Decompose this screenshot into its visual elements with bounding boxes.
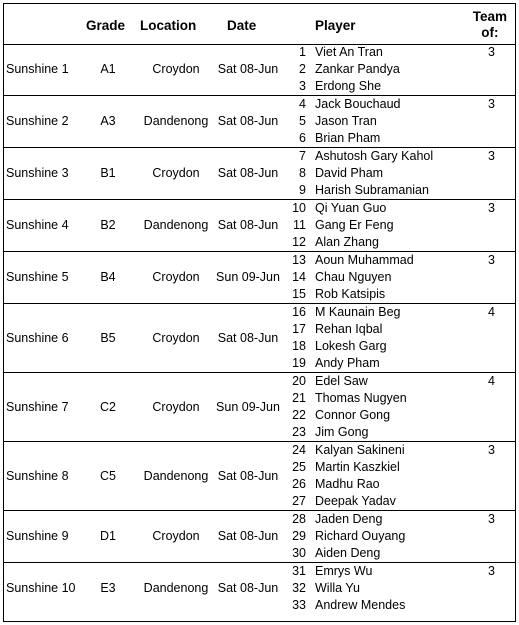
team-location: Croydon bbox=[152, 62, 200, 76]
player-name: M Kaunain Beg bbox=[315, 305, 401, 319]
player-name: Alan Zhang bbox=[315, 235, 379, 249]
player-name: Viet An Tran bbox=[315, 45, 383, 59]
team-group bbox=[4, 373, 515, 442]
team-name: Sunshine 4 bbox=[6, 218, 69, 232]
player-number: 25 bbox=[292, 460, 306, 474]
player-row bbox=[4, 113, 515, 130]
player-row bbox=[4, 269, 515, 286]
table-header bbox=[4, 4, 515, 45]
player-number: 19 bbox=[292, 356, 306, 370]
player-row bbox=[4, 373, 515, 390]
player-number: 5 bbox=[299, 114, 306, 128]
player-number: 11 bbox=[293, 218, 306, 232]
player-number: 9 bbox=[299, 183, 306, 197]
player-name: Andy Pham bbox=[315, 356, 380, 370]
team-name: Sunshine 2 bbox=[6, 114, 69, 128]
team-group bbox=[4, 252, 515, 304]
header-team-line2: of: bbox=[481, 25, 499, 40]
player-number: 10 bbox=[292, 201, 306, 215]
player-name: Aiden Deng bbox=[315, 546, 381, 560]
player-number: 21 bbox=[292, 391, 306, 405]
player-row bbox=[4, 61, 515, 78]
team-location: Dandenong bbox=[143, 114, 209, 128]
team-date: Sat 08-Jun bbox=[217, 114, 279, 128]
team-name: Sunshine 6 bbox=[6, 331, 69, 345]
player-number: 33 bbox=[292, 598, 306, 612]
player-name: Qi Yuan Guo bbox=[315, 201, 387, 215]
player-number: 28 bbox=[292, 512, 306, 526]
team-name: Sunshine 7 bbox=[6, 400, 69, 414]
player-name: Deepak Yadav bbox=[315, 494, 396, 508]
team-group bbox=[4, 44, 515, 96]
team-group bbox=[4, 148, 515, 200]
team-grade: B4 bbox=[100, 270, 116, 284]
team-date: Sun 09-Jun bbox=[216, 270, 280, 284]
player-name: Chau Nguyen bbox=[315, 270, 392, 284]
player-name: Jason Tran bbox=[315, 114, 377, 128]
team-name: Sunshine 3 bbox=[6, 166, 69, 180]
team-name: Sunshine 10 bbox=[6, 581, 76, 595]
team-name: Sunshine 1 bbox=[6, 62, 69, 76]
player-number: 6 bbox=[299, 131, 306, 145]
team-name: Sunshine 8 bbox=[6, 469, 69, 483]
team-size: 3 bbox=[488, 512, 495, 526]
player-number: 23 bbox=[292, 425, 306, 439]
player-row bbox=[4, 528, 515, 545]
player-name: Thomas Nugyen bbox=[315, 391, 407, 405]
player-row bbox=[4, 234, 515, 251]
player-row bbox=[4, 200, 515, 217]
team-group bbox=[4, 563, 515, 615]
player-row bbox=[4, 165, 515, 182]
team-location: Dandenong bbox=[143, 469, 209, 483]
player-number: 7 bbox=[299, 149, 306, 163]
team-location: Croydon bbox=[152, 529, 200, 543]
team-group bbox=[4, 96, 515, 148]
team-size: 3 bbox=[488, 45, 495, 59]
player-row bbox=[4, 130, 515, 147]
player-number: 12 bbox=[292, 235, 306, 249]
player-number: 26 bbox=[292, 477, 306, 491]
player-row bbox=[4, 44, 515, 61]
player-name: Edel Saw bbox=[315, 374, 368, 388]
player-row bbox=[4, 96, 515, 113]
player-name: Gang Er Feng bbox=[315, 218, 394, 232]
player-row bbox=[4, 545, 515, 562]
player-number: 27 bbox=[292, 494, 306, 508]
team-grade: C5 bbox=[100, 469, 116, 483]
player-number: 14 bbox=[292, 270, 306, 284]
player-number: 1 bbox=[299, 45, 306, 59]
player-number: 8 bbox=[299, 166, 306, 180]
player-name: Emrys Wu bbox=[315, 564, 373, 578]
player-number: 30 bbox=[292, 546, 306, 560]
player-row bbox=[4, 390, 515, 407]
team-group bbox=[4, 200, 515, 252]
player-row bbox=[4, 286, 515, 303]
player-name: Richard Ouyang bbox=[315, 529, 406, 543]
player-name: Lokesh Garg bbox=[315, 339, 387, 353]
player-name: Willa Yu bbox=[315, 581, 360, 595]
header-team-line1: Team bbox=[472, 9, 507, 24]
player-number: 3 bbox=[299, 79, 306, 93]
player-number: 17 bbox=[292, 322, 306, 336]
player-name: Jaden Deng bbox=[315, 512, 383, 526]
player-row bbox=[4, 217, 515, 234]
team-grade: C2 bbox=[100, 400, 116, 414]
team-location: Croydon bbox=[152, 270, 200, 284]
player-number: 29 bbox=[292, 529, 306, 543]
team-grade: A3 bbox=[100, 114, 116, 128]
team-date: Sat 08-Jun bbox=[217, 469, 279, 483]
player-name: Harish Subramanian bbox=[315, 183, 429, 197]
team-size: 3 bbox=[488, 149, 495, 163]
team-grade: B2 bbox=[100, 218, 116, 232]
player-name: Rob Katsipis bbox=[315, 287, 386, 301]
player-name: Jack Bouchaud bbox=[315, 97, 401, 111]
player-row bbox=[4, 493, 515, 510]
player-number: 18 bbox=[292, 339, 306, 353]
team-date: Sat 08-Jun bbox=[217, 166, 279, 180]
player-row bbox=[4, 407, 515, 424]
team-grade: B5 bbox=[100, 331, 116, 345]
team-size: 3 bbox=[488, 443, 495, 457]
team-name: Sunshine 5 bbox=[6, 270, 69, 284]
team-group bbox=[4, 511, 515, 563]
player-number: 32 bbox=[292, 581, 306, 595]
team-roster-table bbox=[3, 3, 516, 622]
player-number: 4 bbox=[299, 97, 306, 111]
team-date: Sat 08-Jun bbox=[217, 529, 279, 543]
player-number: 16 bbox=[292, 305, 306, 319]
team-location: Dandenong bbox=[143, 581, 209, 595]
player-row bbox=[4, 563, 515, 580]
player-row bbox=[4, 424, 515, 441]
player-name: Jim Gong bbox=[315, 425, 369, 439]
player-row bbox=[4, 511, 515, 528]
player-row bbox=[4, 459, 515, 476]
player-name: Madhu Rao bbox=[315, 477, 380, 491]
player-number: 13 bbox=[292, 253, 306, 267]
header-date: Date bbox=[227, 18, 257, 33]
player-row bbox=[4, 338, 515, 355]
team-location: Croydon bbox=[152, 166, 200, 180]
player-name: Brian Pham bbox=[315, 131, 381, 145]
player-name: Erdong She bbox=[315, 79, 382, 93]
team-grade: A1 bbox=[100, 62, 116, 76]
team-date: Sat 08-Jun bbox=[217, 218, 279, 232]
player-name: Martin Kaszkiel bbox=[315, 460, 400, 474]
player-row bbox=[4, 476, 515, 493]
header-location: Location bbox=[140, 18, 197, 33]
player-name: Ashutosh Gary Kahol bbox=[315, 149, 434, 163]
header-player: Player bbox=[315, 18, 356, 33]
team-size: 3 bbox=[488, 253, 495, 267]
team-location: Croydon bbox=[152, 331, 200, 345]
team-location: Dandenong bbox=[143, 218, 209, 232]
player-name: Aoun Muhammad bbox=[315, 253, 414, 267]
player-row bbox=[4, 355, 515, 372]
team-date: Sat 08-Jun bbox=[217, 581, 279, 595]
header-grade: Grade bbox=[86, 18, 126, 33]
team-size: 4 bbox=[488, 305, 495, 319]
team-grade: E3 bbox=[100, 581, 116, 595]
team-location: Croydon bbox=[152, 400, 200, 414]
player-number: 24 bbox=[292, 443, 306, 457]
team-group bbox=[4, 442, 515, 511]
team-name: Sunshine 9 bbox=[6, 529, 69, 543]
player-row bbox=[4, 78, 515, 95]
player-row bbox=[4, 182, 515, 199]
team-date: Sun 09-Jun bbox=[216, 400, 280, 414]
team-size: 3 bbox=[488, 97, 495, 111]
player-row bbox=[4, 442, 515, 459]
player-name: David Pham bbox=[315, 166, 384, 180]
player-name: Rehan Iqbal bbox=[315, 322, 383, 336]
team-group bbox=[4, 304, 515, 373]
team-grade: D1 bbox=[100, 529, 116, 543]
player-name: Kalyan Sakineni bbox=[315, 443, 405, 457]
team-size: 4 bbox=[488, 374, 495, 388]
team-size: 3 bbox=[488, 201, 495, 215]
player-row bbox=[4, 252, 515, 269]
team-date: Sat 08-Jun bbox=[217, 331, 279, 345]
team-size: 3 bbox=[488, 564, 495, 578]
player-name: Zankar Pandya bbox=[315, 62, 400, 76]
team-grade: B1 bbox=[100, 166, 116, 180]
player-row bbox=[4, 597, 515, 614]
player-name: Andrew Mendes bbox=[315, 598, 406, 612]
player-number: 20 bbox=[292, 374, 306, 388]
team-date: Sat 08-Jun bbox=[217, 62, 279, 76]
player-row bbox=[4, 580, 515, 597]
player-number: 31 bbox=[292, 564, 306, 578]
header-team-of bbox=[473, 9, 507, 41]
player-row bbox=[4, 304, 515, 321]
player-name: Connor Gong bbox=[315, 408, 391, 422]
player-row bbox=[4, 321, 515, 338]
player-row bbox=[4, 148, 515, 165]
player-number: 22 bbox=[292, 408, 306, 422]
player-number: 2 bbox=[299, 62, 306, 76]
player-number: 15 bbox=[292, 287, 306, 301]
